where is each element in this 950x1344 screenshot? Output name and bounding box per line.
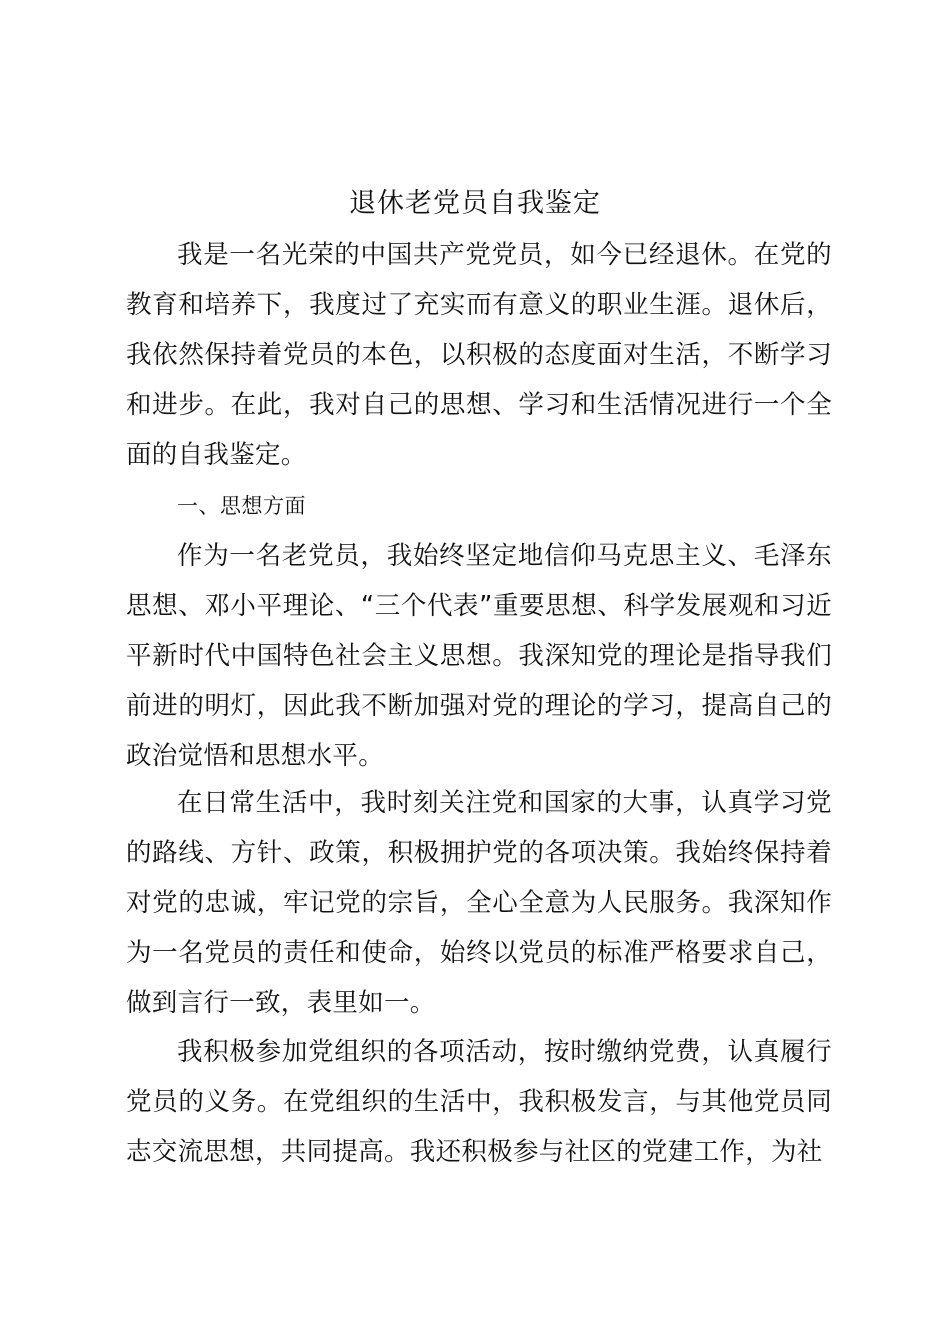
paragraph-theory: 作为一名老党员，我始终坚定地信仰马克思主义、毛泽东思想、邓小平理论、“三个代表”重要思想、科学发展观和习近平新时代中国特色社会主义思想。我深知党的理论是指导我们前进的明灯，因此我不断加强对党的理论的学习，提高自己的政治觉悟和思想水平。 [126, 541, 832, 771]
intro-paragraph: 我是一名光荣的中国共产党党员，如今已经退休。在党的教育和培养下，我度过了充实而有意义的职业生涯。退休后，我依然保持着党员的本色，以积极的态度面对生活，不断学习和进步。在此，我对自己的思想、学习和生活情况进行一个全面的自我鉴定。 [126, 240, 832, 470]
paragraph-daily-life: 在日常生活中，我时刻关注党和国家的大事，认真学习党的路线、方针、政策，积极拥护党的各项决策。我始终保持着对党的忠诚，牢记党的宗旨，全心全意为人民服务。我深知作为一名党员的责任和使命，始终以党员的标准严格要求自己，做到言行一致，表里如一。 [126, 788, 832, 1018]
document-title: 退休老党员自我鉴定 [349, 188, 601, 219]
paragraph-party-activities: 我积极参加党组织的各项活动，按时缴纳党费，认真履行党员的义务。在党组织的生活中，我积极发言，与其他党员同志交流思想，共同提高。我还积极参与社区的党建工作，为社 [126, 1037, 832, 1167]
section-heading-thought: 一、思想方面 [177, 494, 306, 518]
